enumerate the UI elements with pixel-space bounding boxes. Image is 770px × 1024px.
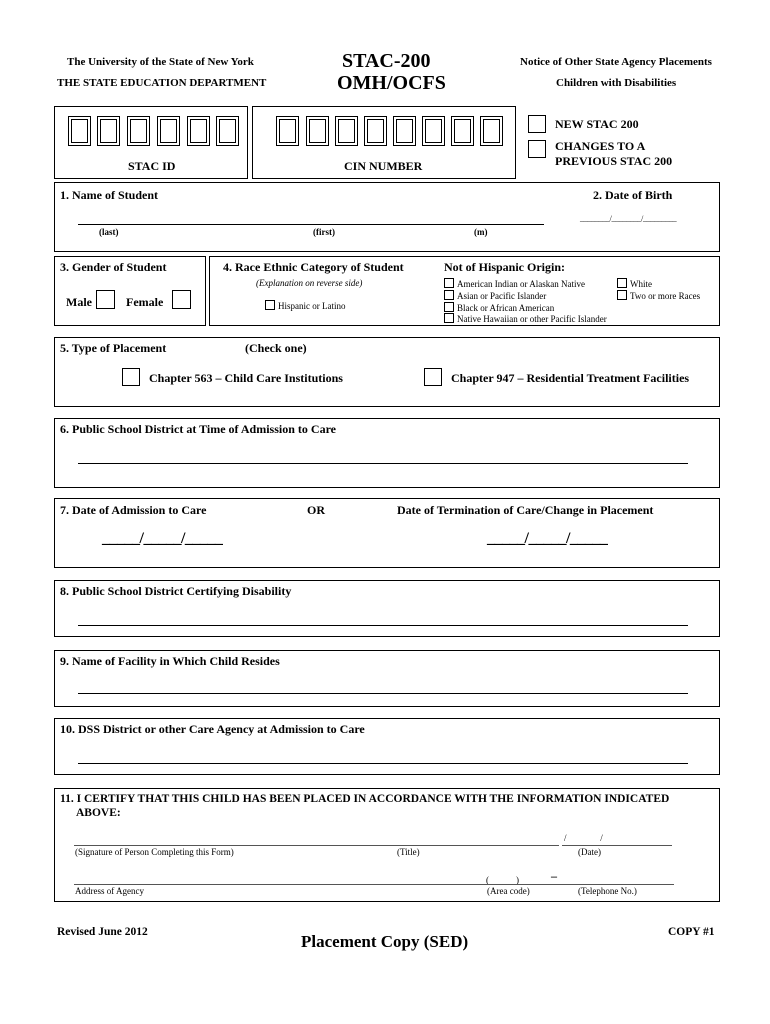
race-option-two-or-more[interactable]: Two or more Races [617,290,700,301]
section-2-title: 2. Date of Birth [593,188,673,202]
section-9-input-line[interactable] [78,693,688,694]
section-8-title: 8. Public School District Certifying Disability [60,584,292,598]
checkbox[interactable] [444,302,454,312]
university-name: The University of the State of New York [67,56,254,68]
section-5-title: 5. Type of Placement [60,341,167,355]
changes-checkbox[interactable] [528,140,546,158]
address-line[interactable] [74,884,674,885]
date-line[interactable] [562,845,672,846]
chapter-563-checkbox[interactable] [122,368,140,386]
area-code-paren: ( ) [486,875,519,885]
race-option-white[interactable]: White [617,278,652,289]
section-8-input-line[interactable] [78,625,688,626]
checkbox[interactable] [444,290,454,300]
signature-label: (Signature of Person Completing this Form) [75,847,234,857]
notice-title: Notice of Other State Agency Placements [520,56,712,68]
section-1-title: 1. Name of Student [60,188,158,202]
checkbox[interactable] [444,278,454,288]
copy-number: COPY #1 [668,926,715,938]
department-name: THE STATE EDUCATION DEPARTMENT [57,77,267,89]
student-name-line[interactable] [78,224,544,225]
male-label: Male [66,295,92,309]
hispanic-option[interactable]: Hispanic or Latino [265,300,345,311]
section-3-title: 3. Gender of Student [60,260,167,274]
date-slashes: / / [564,833,603,843]
section-10-title: 10. DSS District or other Care Agency at Admission to Care [60,722,365,736]
middle-name-label: (m) [474,227,488,237]
race-option-black[interactable]: Black or African American [444,302,554,313]
section-6-title: 6. Public School District at Time of Admission to Care [60,422,336,436]
form-code: STAC-200 [342,50,431,72]
checkbox[interactable] [617,290,627,300]
not-hispanic-title: Not of Hispanic Origin: [444,260,566,274]
section-6-input-line[interactable] [78,463,688,464]
checkbox[interactable] [617,278,627,288]
admission-date-field[interactable]: _____/_____/_____ [102,530,223,547]
section-4-title: 4. Race Ethnic Category of Student [223,260,404,274]
copy-name: Placement Copy (SED) [301,932,469,951]
chapter-947-checkbox[interactable] [424,368,442,386]
chapter-947-label: Chapter 947 – Residential Treatment Facilities [451,371,690,385]
male-checkbox[interactable] [96,290,115,309]
or-label: OR [307,503,325,517]
area-code-label: (Area code) [487,886,530,896]
termination-date-field[interactable]: _____/_____/_____ [487,530,608,547]
termination-title: Date of Termination of Care/Change in Placement [397,503,654,517]
first-name-label: (first) [313,227,335,237]
section-11-title-1: 11. I CERTIFY THAT THIS CHILD HAS BEEN PLACED IN ACCORDANCE WITH THE INFORMATION INDICATED [60,793,670,805]
last-name-label: (last) [99,227,119,237]
race-note: (Explanation on reverse side) [256,278,363,288]
checkbox[interactable] [444,313,454,323]
revised-date: Revised June 2012 [57,926,148,938]
section-10-input-line[interactable] [78,763,688,764]
signature-line[interactable] [74,845,559,846]
female-label: Female [126,295,164,309]
notice-subtitle: Children with Disabilities [556,77,677,89]
race-option-american-indian[interactable]: American Indian or Alaskan Native [444,278,585,289]
changes-label-2: PREVIOUS STAC 200 [555,154,673,168]
title-label: (Title) [397,847,420,857]
race-option-native-hawaiian[interactable]: Native Hawaiian or other Pacific Islander [444,313,607,324]
telephone-label: (Telephone No.) [578,886,637,896]
race-option-asian[interactable]: Asian or Pacific Islander [444,290,546,301]
female-checkbox[interactable] [172,290,191,309]
stac-id-label: STAC ID [128,159,176,173]
cin-label: CIN NUMBER [344,159,423,173]
check-one-note: (Check one) [245,341,307,355]
section-9-title: 9. Name of Facility in Which Child Resides [60,654,280,668]
section-7-title: 7. Date of Admission to Care [60,503,207,517]
new-stac-label: NEW STAC 200 [555,117,639,131]
address-label: Address of Agency [75,886,144,896]
phone-dash: – [551,869,557,883]
agency-code: OMH/OCFS [337,72,446,94]
changes-label-1: CHANGES TO A [555,139,646,153]
birth-date-field[interactable]: ________/________/_________ [580,214,677,223]
date-label: (Date) [578,847,601,857]
section-11-title-2: ABOVE: [76,807,121,819]
chapter-563-label: Chapter 563 – Child Care Institutions [149,371,343,385]
new-stac-checkbox[interactable] [528,115,546,133]
hispanic-checkbox[interactable] [265,300,275,310]
